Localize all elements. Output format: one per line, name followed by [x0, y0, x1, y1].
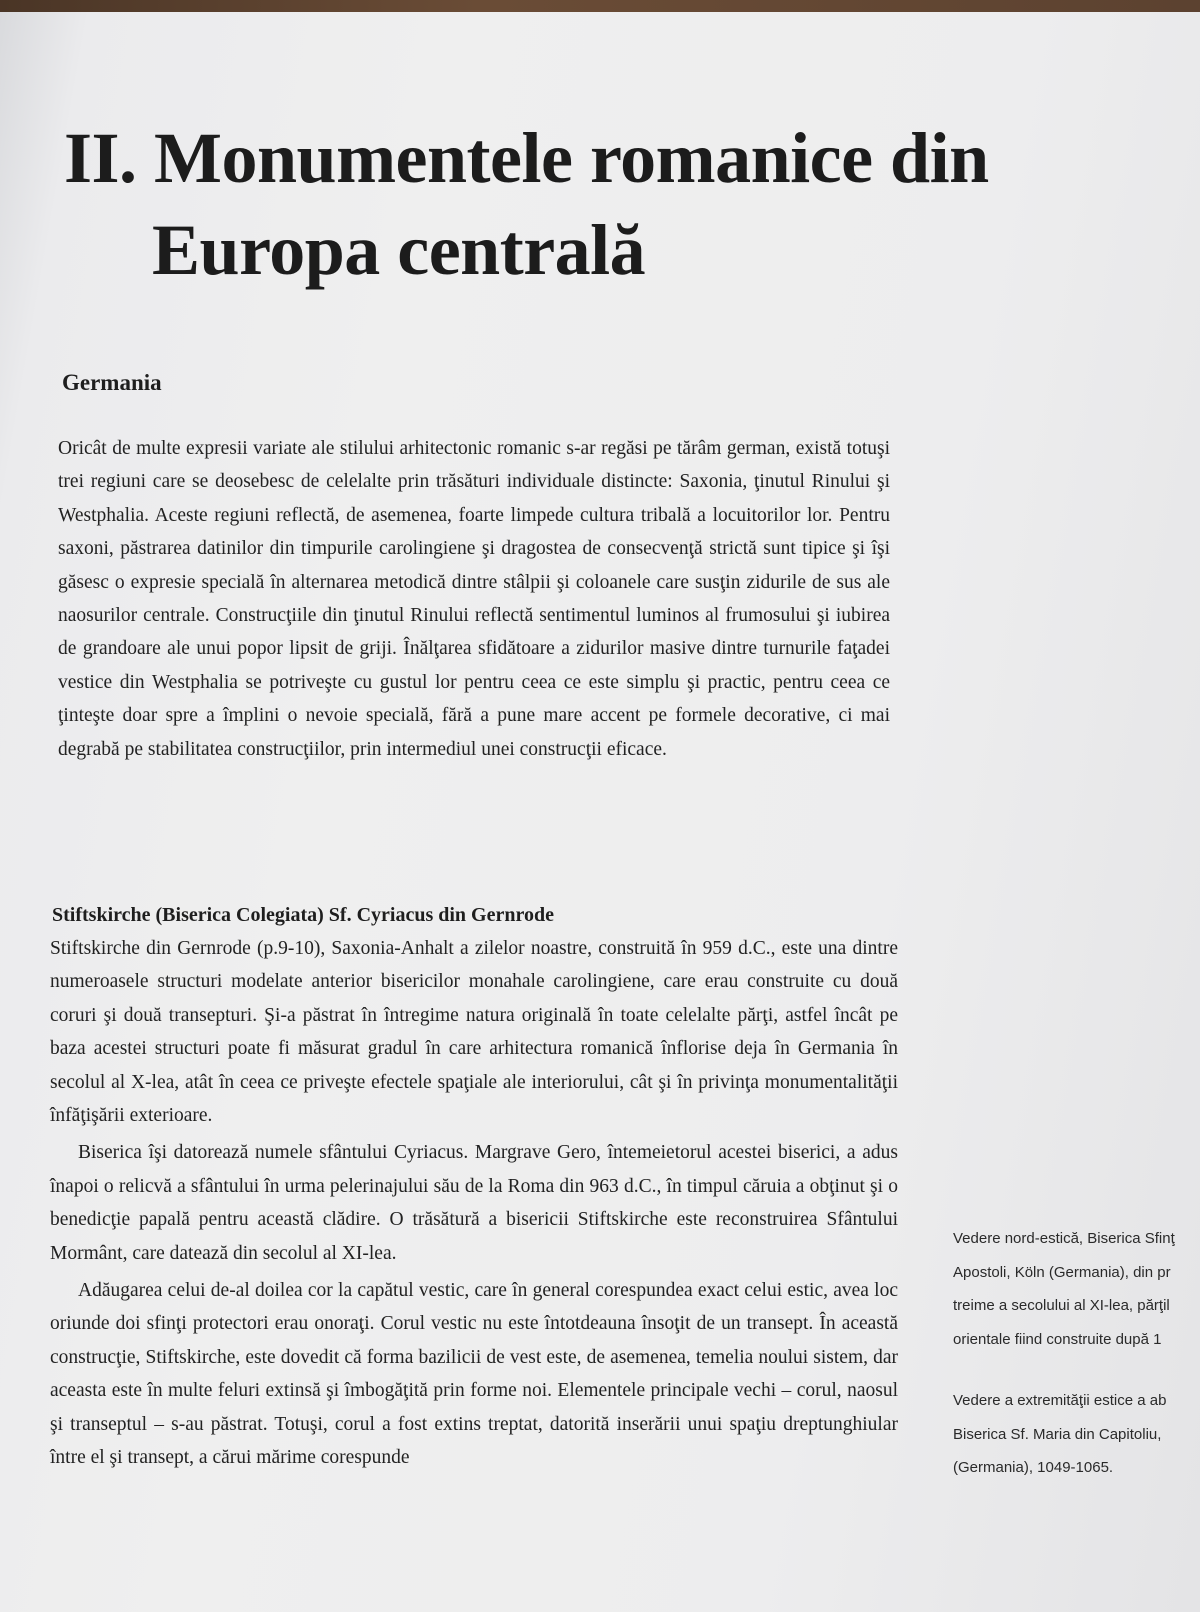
body-paragraph-2: Biserica îşi datorează numele sfântului Cyriacus. Margrave Gero, întemeietorul acestei biserici, a adus înapoi o relicvă a sfântului în urma pelerinajului său de la Roma din 963 d.C., în timpul căruia a obţinut şi o benedicţie papală pentru această clădire. O trăsătură a bisericii Stiftskirche este reconstruirea Sfântului Mormânt, care datează din secolul al XI-lea.: [50, 1142, 898, 1264]
intro-paragraph: Oricât de multe expresii variate ale stilului arhitectonic romanic s-ar regăsi pe tărâm german, există totuşi trei regiuni care se deosebesc de celelalte prin trăsături individuale distincte: Saxonia, ţinutul Rinului şi Westphalia. Aceste regiuni reflectă, de asemenea, foarte limpede cultura tribală a locuitorilor lor. Pentru saxoni, păstrarea datinilor din timpurile carolingiene şi dragostea de consecvenţă strictă sunt tipice şi îşi găsesc o expresie specială în alternarea metodică dintre stâlpii şi coloanele care susţin zidurile de sus ale naosurilor centrale. Construcţiile din ţinutul Rinului reflectă sentimentul luminos al frumosului şi iubirea de grandoare ale unui popor lipsit de griji. Înălţarea sfidătoare a zidurilor masive dintre turnurile faţadei vestice din Westphalia se potriveşte cu gustul lor pentru ceea ce este simplu şi practic, pentru ceea ce ţinteşte doar spre a împlini o nevoie specială, fără a pune mare accent pe formele decorative, ci mai degrabă pe stabilitatea construcţiilor, prin intermediul unei construcţii eficace.: [58, 438, 890, 760]
section-heading: Germania: [62, 370, 162, 395]
chapter-title-line-1: II. Monumentele romanice din: [64, 118, 989, 198]
chapter-title-line-2: Europa centrală: [152, 210, 646, 290]
figure-caption-2: [953, 1384, 1200, 1485]
body-paragraph-3: Adăugarea celui de-al doilea cor la capătul vestic, care în general corespundea exact celui estic, avea loc oriunde doi sfinţi protectori erau onoraţi. Corul vestic nu este întotdeauna însoţit de un transept. În această construcţie, Stiftskirche, este dovedit că forma bazilicii de vest este, de asemenea, temelia noului sistem, dar aceasta este în multe feluri extinsă şi îmbogăţită prin forme noi. Elementele principale vechi – corul, naosul şi transeptul – s-au păstrat. Totuşi, corul a fost extins treptat, datorită inserării unui spaţiu dreptunghiular între el şi transept, a cărui mărime corespunde: [50, 1280, 898, 1469]
body-paragraph-1: Stiftskirche din Gernrode (p.9-10), Saxonia-Anhalt a zilelor noastre, construită în 959 d.C., este una dintre numeroasele structuri modelate anterior bisericilor monahale carolingiene, care erau construite cu două coruri şi două transepturi. Şi-a păstrat în întregime natura originală în toate celelalte părţi, astfel încât pe baza acestei structuri poate fi măsurat gradul în care arhitectura romanică înflorise deja în Germania în secolul al X-lea, atât în ceea ce priveşte efectele spaţiale ale interiorului, cât şi în privinţa monumentalităţii înfăţişării exterioare.: [50, 938, 898, 1127]
caption-line: Biserica Sf. Maria din Capitoliu,: [953, 1425, 1162, 1443]
subsection-heading: Stiftskirche (Biserica Colegiata) Sf. Cyriacus din Gernrode: [52, 904, 554, 926]
caption-line: (Germania), 1049-1065.: [953, 1459, 1114, 1476]
caption-line: orientale fiind construite după 1: [953, 1330, 1162, 1348]
caption-line: Vedere a extremităţii estice a ab: [953, 1392, 1167, 1409]
caption-line: treime a secolului al XI-lea, părţil: [953, 1297, 1170, 1314]
section-intro: [58, 432, 890, 766]
book-page: [0, 12, 1200, 1612]
figure-captions: [953, 1222, 1200, 1485]
chapter-title: [64, 112, 1064, 296]
caption-line: Apostoli, Köln (Germania), din pr: [953, 1263, 1171, 1281]
caption-line: Vedere nord-estică, Biserica Sfinţ: [953, 1230, 1175, 1247]
subsection-body: [50, 932, 898, 1475]
figure-caption-1: [953, 1222, 1200, 1356]
